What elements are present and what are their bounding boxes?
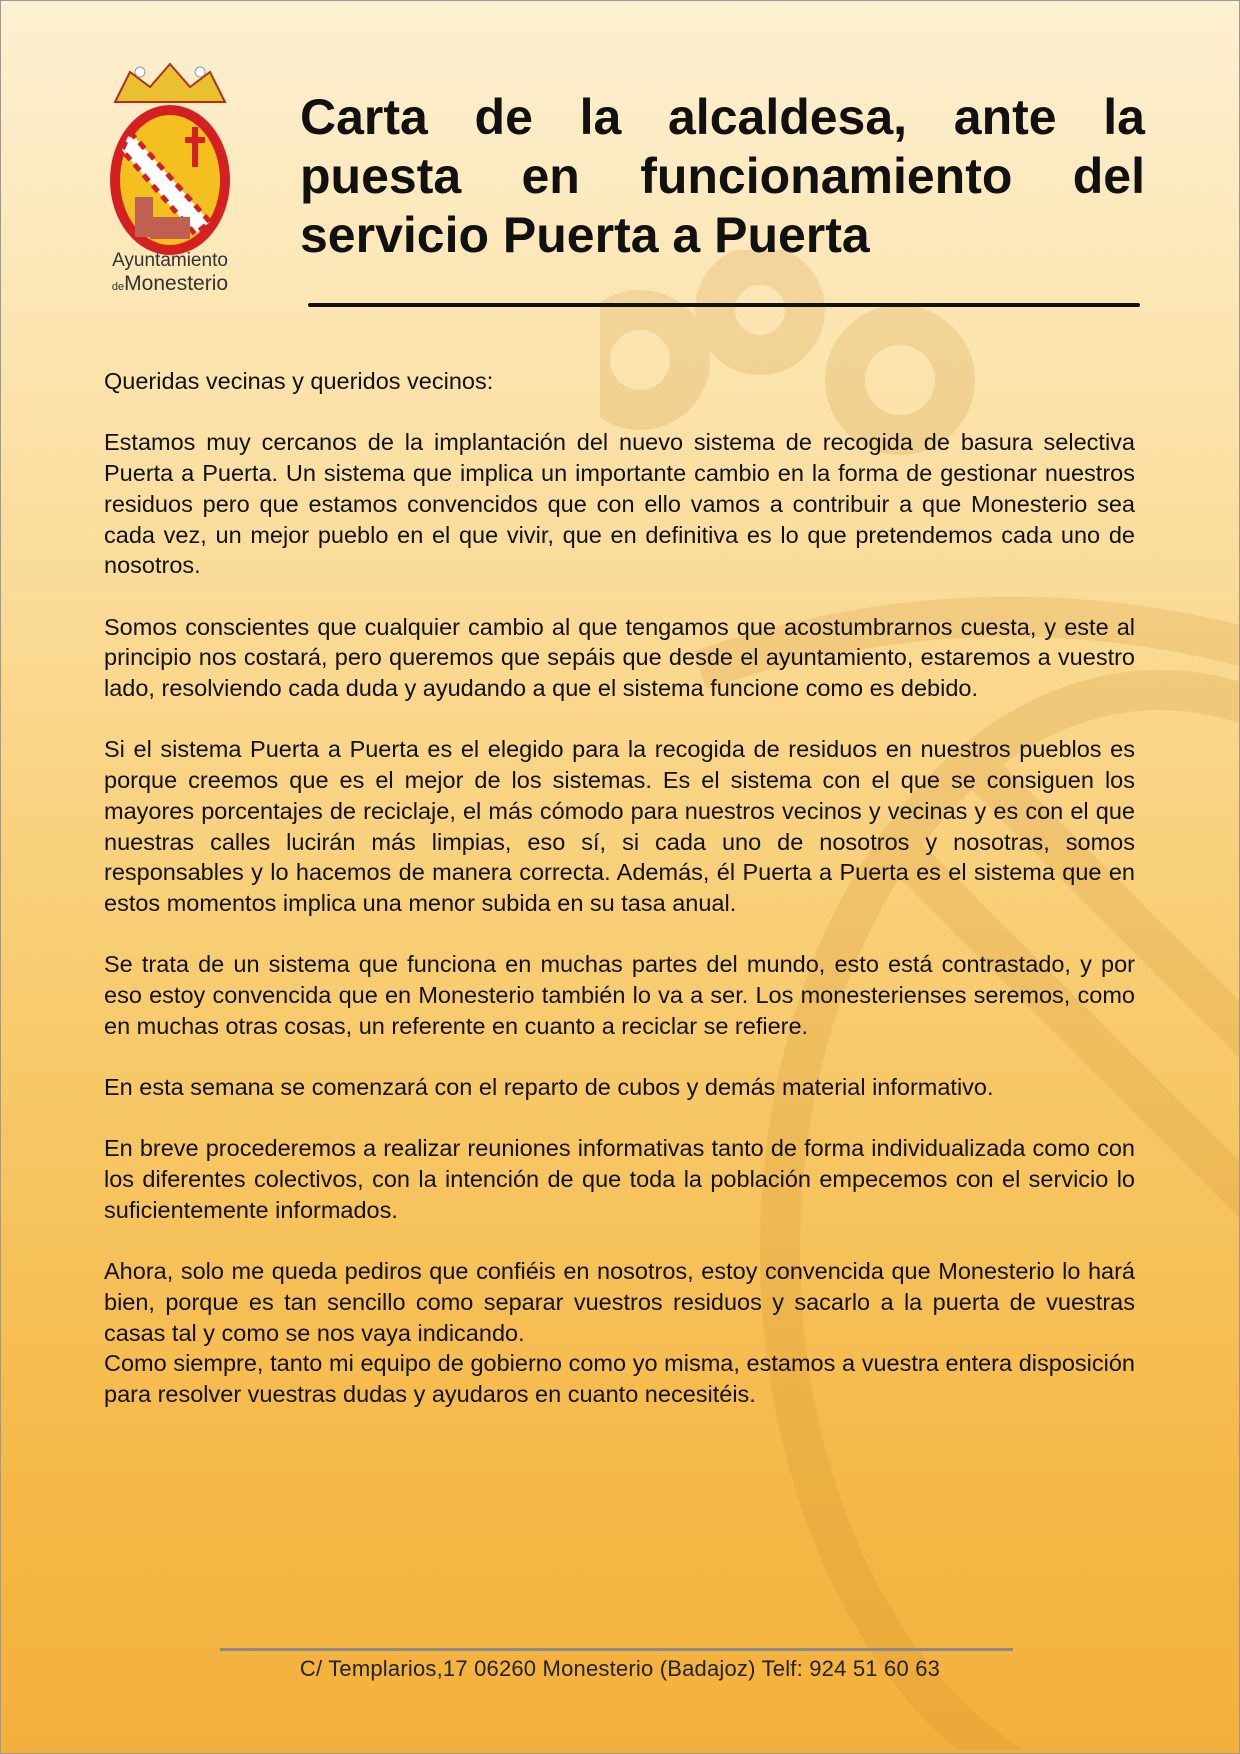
paragraph: Estamos muy cercanos de la implantación del nuevo sistema de recogida de basura selectiva Puerta a Puerta. Un sistema que implica un importante cambio en la forma de gestionar nuestros residuos pero que estamos convencidos que con ello vamos a contribuir a que Monesterio sea cada vez, un mejor pueblo en el que vivir, que en definitiva es lo que pretendemos cada uno de nosotros. bbox=[104, 429, 1135, 579]
footer-divider bbox=[220, 1648, 1013, 1651]
paragraph: Se trata de un sistema que funciona en muchas partes del mundo, esto está contrastado, y por eso estoy convencida que en Monesterio también lo va a ser. Los monesterienses seremos, como en muchas otras cosas, un referente en cuanto a reciclar se refiere. bbox=[104, 951, 1135, 1039]
logo-text: Ayuntamiento bbox=[112, 250, 228, 271]
letter-body bbox=[104, 366, 1135, 1440]
logo-subtext bbox=[100, 272, 240, 296]
logo-de: de bbox=[111, 281, 125, 293]
paragraph: Si el sistema Puerta a Puerta es el elegido para la recogida de residuos en nuestros pueblos es porque creemos que es el mejor de los sistemas. Es el sistema con el que se consiguen los mayores porcentajes de reciclaje, el más cómodo para nuestros vecinos y vecinas y es con el que nuestras calles lucirán más limpias, eso sí, si cada uno de nosotros y nosotras, somos responsables y lo hacemos de manera correcta. Además, él Puerta a Puerta es el sistema que en estos momentos implica una menor subida en su tasa anual. bbox=[104, 736, 1135, 916]
footer-address: C/ Templarios,17 06260 Monesterio (Badajoz) Telf: 924 51 60 63 bbox=[299, 1656, 941, 1681]
title-divider bbox=[308, 303, 1140, 307]
paragraph: Somos conscientes que cualquier cambio al que tengamos que acostumbrarnos cuesta, y este al principio nos costará, pero queremos que sepáis que desde el ayuntamiento, estaremos a vuestro lado, resolviendo cada duda y ayudando a que el sistema funcione como es debido. bbox=[104, 613, 1135, 701]
greeting: Queridas vecinas y queridos vecinos: bbox=[104, 368, 494, 394]
paragraph: Como siempre, tanto mi equipo de gobierno como yo misma, estamos a vuestra entera disposición para resolver vuestras dudas y ayudaros en cuanto necesitéis. bbox=[104, 1350, 1135, 1408]
paragraph: En breve procederemos a realizar reuniones informativas tanto de forma individualizada como con los diferentes colectivos, con la intención de que toda la población empecemos con el servicio lo suficientemente informados. bbox=[104, 1135, 1135, 1223]
paragraph: En esta semana se comenzará con el reparto de cubos y demás material informativo. bbox=[104, 1074, 994, 1101]
logo-town: Monesterio bbox=[124, 272, 229, 295]
page-title: Carta de la alcaldesa, ante la puesta en funcionamiento del servicio Puerta a Puerta bbox=[300, 89, 1145, 263]
paragraph: Ahora, solo me queda pediros que confiéis en nosotros, estoy convencida que Monesterio lo hará bien, porque es tan sencillo como separar vuestros residuos y sacarlo a la puerta de vuestras casas tal y como se nos vaya indicando. bbox=[104, 1258, 1135, 1346]
coat-of-arms-logo bbox=[100, 62, 240, 262]
